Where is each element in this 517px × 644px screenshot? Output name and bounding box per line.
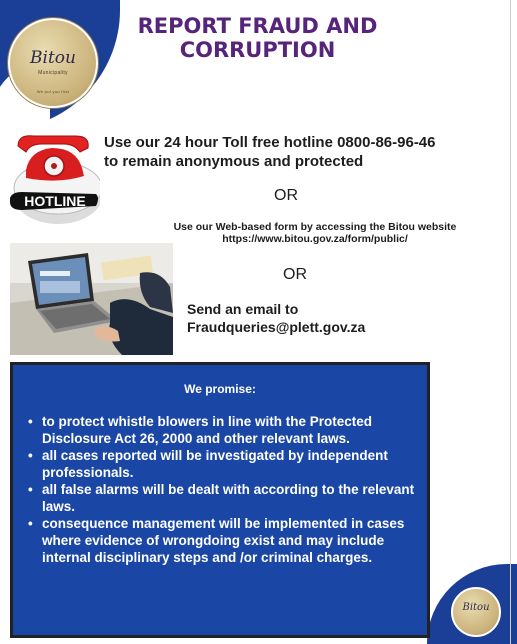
or-separator-1: OR — [274, 187, 298, 204]
bullet-icon: • — [28, 516, 33, 531]
bullet-icon: • — [28, 448, 33, 463]
promise-item — [25, 447, 425, 481]
title-line-2: CORRUPTION — [179, 38, 336, 62]
promise-item-text: all false alarms will be dealt with according to the relevant laws. — [42, 482, 415, 514]
hotline-phone-icon — [4, 128, 100, 228]
bitou-logo — [8, 18, 98, 108]
logo-ring-text: We put you first — [36, 89, 70, 94]
laptop-photo — [10, 243, 173, 355]
title-line-1: REPORT FRAUD AND — [137, 14, 378, 38]
hotline-line-2: to remain anonymous and protected — [104, 153, 364, 170]
hotline-line-1: Use our 24 hour Toll free hotline 0800-86-96-46 — [104, 134, 436, 151]
logo-small-name: Bitou — [462, 602, 490, 613]
page-title — [120, 14, 395, 62]
logo-subtitle: Municipality — [38, 70, 68, 76]
page-edge — [510, 0, 511, 644]
promise-heading: We promise: — [184, 382, 256, 396]
promise-list — [25, 413, 425, 566]
promise-item — [25, 515, 425, 566]
email-address[interactable]: Fraudqueries@plett.gov.za — [187, 319, 366, 335]
bitou-logo-small — [451, 587, 501, 637]
email-line-1: Send an email to — [187, 301, 299, 317]
or-separator-2: OR — [283, 266, 307, 283]
hotline-badge-label: HOTLINE — [24, 193, 86, 209]
promise-item-text: all cases reported will be investigated by independent professionals. — [42, 448, 388, 480]
promise-box — [10, 362, 430, 638]
promise-item — [25, 413, 425, 447]
web-line-1: Use our Web-based form by accessing the Bitou website — [173, 221, 457, 233]
email-message — [187, 300, 487, 336]
logo-name: Bitou — [30, 48, 76, 68]
promise-item-text: to protect whistle blowers in line with the Protected Disclosure Act 26, 2000 and other relevant laws. — [42, 414, 373, 446]
promise-item — [25, 481, 425, 515]
bullet-icon: • — [28, 482, 33, 497]
hotline-message — [104, 133, 504, 171]
web-url[interactable]: https://www.bitou.gov.za/form/public/ — [222, 233, 408, 245]
bullet-icon: • — [28, 414, 33, 429]
web-form-message — [130, 221, 500, 245]
promise-item-text: consequence management will be implemented in cases where evidence of wrongdoing exist and may include internal disciplinary steps and /or criminal charges. — [42, 516, 405, 565]
